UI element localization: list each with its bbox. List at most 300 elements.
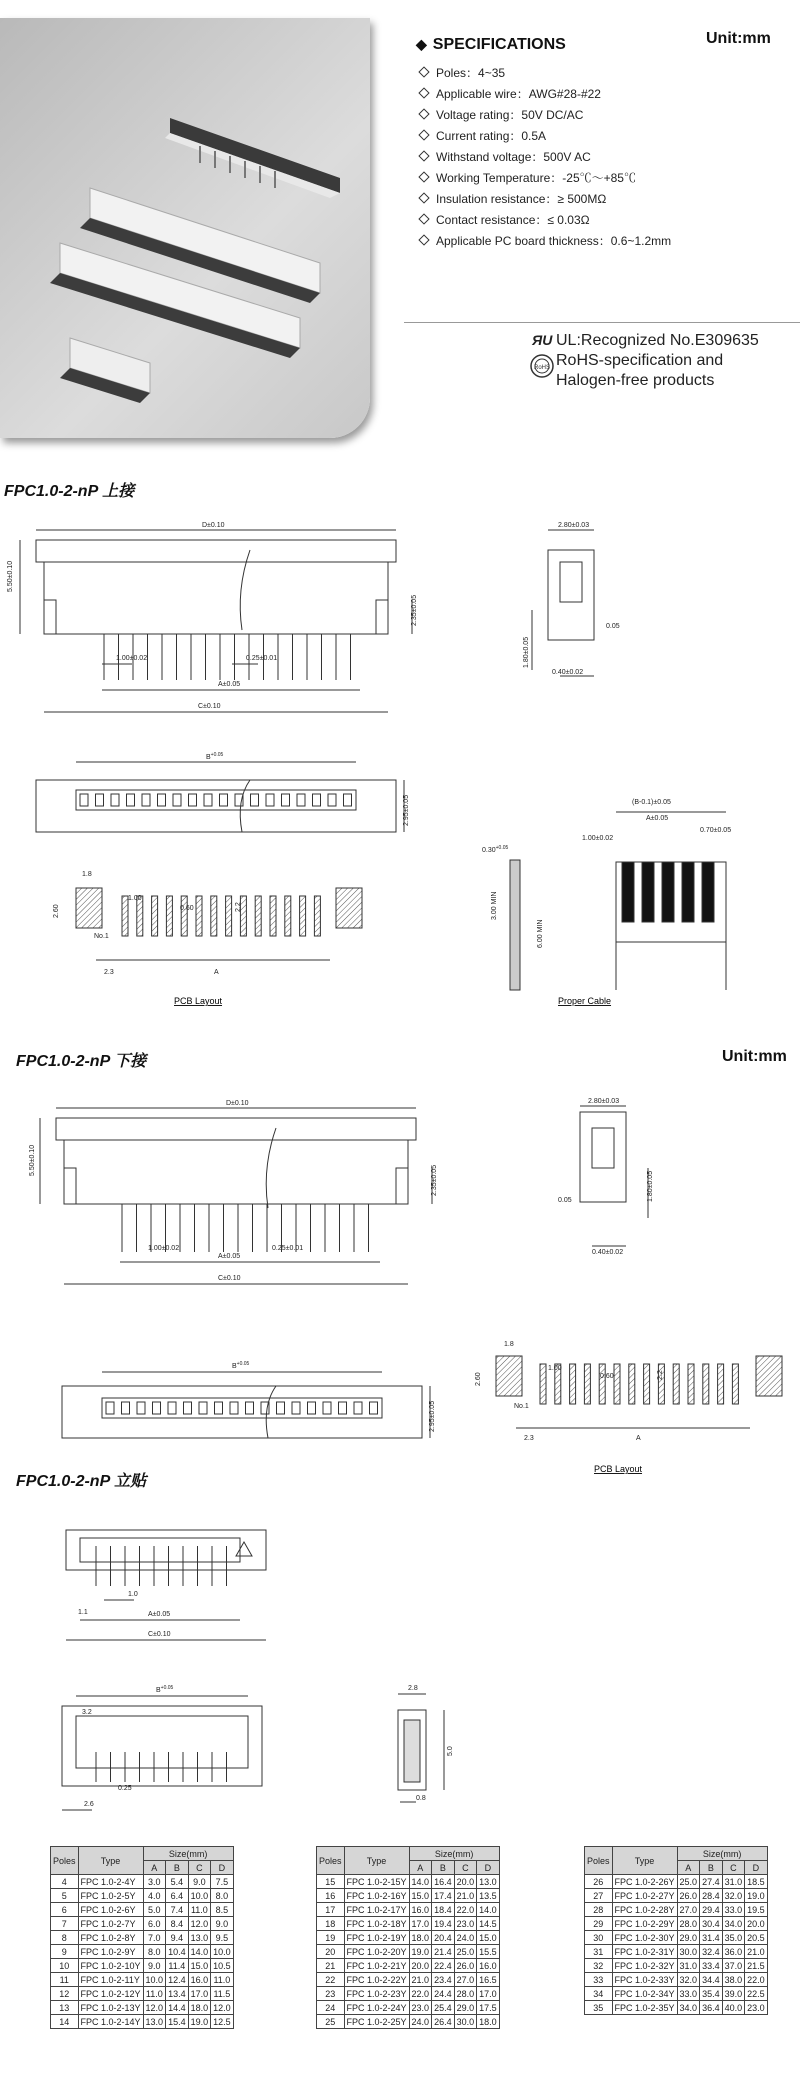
table-row — [317, 2015, 500, 2029]
table-cell: 15 — [317, 1875, 345, 1889]
connector-render — [0, 18, 370, 438]
pcb-pad — [540, 1364, 546, 1404]
table-cell: 28.4 — [700, 1889, 723, 1903]
unit-label: Unit:mm — [722, 1048, 787, 1065]
dim-label: 1.0 — [128, 1591, 138, 1598]
table-row — [51, 1973, 234, 1987]
dim-label: 6.00 MIN — [537, 919, 544, 948]
table-cell: 34.0 — [677, 2001, 700, 2015]
contact — [251, 794, 259, 806]
table-cell: 26 — [585, 1875, 613, 1889]
table-cell: FPC 1.0-2-9Y — [78, 1945, 143, 1959]
table-cell: 19.4 — [432, 1917, 455, 1931]
table-row — [585, 1917, 768, 1931]
table-cell: FPC 1.0-2-20Y — [344, 1945, 409, 1959]
table-cell: 21.0 — [745, 1945, 768, 1959]
table-row — [51, 1917, 234, 1931]
spec-item: Applicable PC board thickness：0.6~1.2mm — [420, 232, 671, 249]
table-row — [585, 2001, 768, 2015]
spec-item: Applicable wire：AWG#28-#22 — [420, 85, 601, 102]
size-table — [50, 1846, 234, 2029]
table-cell: 21.0 — [409, 1973, 432, 1987]
table-cell: FPC 1.0-2-30Y — [612, 1931, 677, 1945]
table-cell: 16 — [317, 1889, 345, 1903]
table-cell: FPC 1.0-2-24Y — [344, 2001, 409, 2015]
table-cell: FPC 1.0-2-18Y — [344, 1917, 409, 1931]
table-cell: 9.0 — [188, 1875, 211, 1889]
table-cell: 10 — [51, 1959, 79, 1973]
rohs-seal-icon — [530, 354, 554, 378]
dim-label: A±0.05 — [218, 1253, 241, 1260]
contact — [246, 1402, 254, 1414]
table-cell: 14 — [51, 2015, 79, 2029]
contact — [230, 1402, 238, 1414]
table-cell: 8.0 — [211, 1889, 234, 1903]
table-cell: 28.0 — [454, 1987, 477, 2001]
pcb-pad — [688, 1364, 694, 1404]
table-cell: FPC 1.0-2-29Y — [612, 1917, 677, 1931]
table-cell: 17.0 — [409, 1917, 432, 1931]
pcb-pad — [658, 1364, 664, 1404]
table-row — [51, 1945, 234, 1959]
table-cell: 11.0 — [211, 1973, 234, 1987]
table-cell: 10.0 — [211, 1945, 234, 1959]
table-cell: 30 — [585, 1931, 613, 1945]
table-row — [585, 1931, 768, 1945]
table-cell: 31 — [585, 1945, 613, 1959]
dim-label: 1.8 — [504, 1341, 514, 1348]
spec-item: Current rating：0.5A — [420, 127, 546, 144]
table-cell: 6.4 — [166, 1889, 189, 1903]
table-cell: 5.0 — [143, 1903, 166, 1917]
table-cell: 23.0 — [454, 1917, 477, 1931]
pcb-pad — [181, 896, 187, 936]
table-cell: 27.0 — [677, 1903, 700, 1917]
table-cell: 13.0 — [143, 2015, 166, 2029]
table-cell: 34.0 — [722, 1917, 745, 1931]
table-cell: 10.5 — [211, 1959, 234, 1973]
table-cell: 24.4 — [432, 1987, 455, 2001]
table-cell: 13.4 — [166, 1987, 189, 2001]
table-cell: 23.0 — [745, 2001, 768, 2015]
table-cell: 20.0 — [409, 1959, 432, 1973]
pcb-pad — [599, 1364, 605, 1404]
contact — [308, 1402, 316, 1414]
dim-label: 1.1 — [78, 1609, 88, 1616]
table-cell: FPC 1.0-2-5Y — [78, 1889, 143, 1903]
pcb-pad — [285, 896, 291, 936]
dim-label: (B-0.1)±0.05 — [632, 799, 671, 806]
table-cell: 12.4 — [166, 1973, 189, 1987]
table-cell: 34 — [585, 1987, 613, 2001]
table-cell: 7.5 — [211, 1875, 234, 1889]
col-header-b: B — [700, 1861, 723, 1875]
dim-label: 2.8 — [408, 1685, 418, 1692]
table-cell: 18.5 — [745, 1875, 768, 1889]
pcb-pad — [137, 896, 143, 936]
table-cell: 18.0 — [409, 1931, 432, 1945]
table-cell: FPC 1.0-2-8Y — [78, 1931, 143, 1945]
spec-item: Poles：4~35 — [420, 64, 505, 81]
dim-label: 2.6 — [84, 1801, 94, 1808]
table-cell: 13.0 — [188, 1931, 211, 1945]
table-cell: FPC 1.0-2-21Y — [344, 1959, 409, 1973]
pcb-pad — [584, 1364, 590, 1404]
table-row — [51, 2001, 234, 2015]
table-cell: 17.0 — [188, 1987, 211, 2001]
table-cell: 36.4 — [700, 2001, 723, 2015]
table-cell: FPC 1.0-2-11Y — [78, 1973, 143, 1987]
table-cell: 5.4 — [166, 1875, 189, 1889]
dim-label: 3.00 MIN — [491, 891, 498, 920]
table-cell: FPC 1.0-2-13Y — [78, 2001, 143, 2015]
table-cell: FPC 1.0-2-22Y — [344, 1973, 409, 1987]
contact — [354, 1402, 362, 1414]
table-cell: FPC 1.0-2-12Y — [78, 1987, 143, 2001]
col-header-d: D — [477, 1861, 500, 1875]
table-cell: 13.0 — [477, 1875, 500, 1889]
spec-item: Contact resistance：≤ 0.03Ω — [420, 211, 590, 228]
table-cell: FPC 1.0-2-7Y — [78, 1917, 143, 1931]
table-cell: 32.0 — [677, 1973, 700, 1987]
contact — [96, 794, 104, 806]
table-cell: 5 — [51, 1889, 79, 1903]
spec-item: Withstand voltage：500V AC — [420, 148, 591, 165]
table-cell: 12 — [51, 1987, 79, 2001]
table-cell: 22.5 — [745, 1987, 768, 2001]
dim-label: 0.40±0.02 — [552, 669, 584, 676]
pcb-pad — [570, 1364, 576, 1404]
table-row — [585, 1987, 768, 2001]
contact — [153, 1402, 161, 1414]
table-cell: 20.0 — [454, 1875, 477, 1889]
dim-label: 1.00 — [548, 1365, 562, 1372]
table-cell: 28 — [585, 1903, 613, 1917]
table-cell: 35 — [585, 2001, 613, 2015]
contact — [168, 1402, 176, 1414]
table-cell: 26.0 — [454, 1959, 477, 1973]
table-cell: FPC 1.0-2-6Y — [78, 1903, 143, 1917]
table-cell: 26.4 — [432, 2015, 455, 2029]
table-cell: FPC 1.0-2-4Y — [78, 1875, 143, 1889]
table-cell: 27.4 — [700, 1875, 723, 1889]
pcb-pad — [732, 1364, 738, 1404]
table-cell: 35.0 — [722, 1931, 745, 1945]
col-header-d: D — [211, 1861, 234, 1875]
table-row — [51, 1987, 234, 2001]
pcb-pad — [255, 896, 261, 936]
pcb-pad — [314, 896, 320, 936]
table-row — [317, 1945, 500, 1959]
dim-label: 2.3 — [524, 1435, 534, 1442]
table-cell: FPC 1.0-2-27Y — [612, 1889, 677, 1903]
dim-label: 0.40±0.02 — [592, 1249, 624, 1256]
dim-label: D±0.10 — [202, 522, 225, 529]
dim-label: A±0.05 — [646, 815, 669, 822]
contact — [189, 794, 197, 806]
table-cell: 6.0 — [143, 1917, 166, 1931]
contact — [127, 794, 135, 806]
table-cell: 20.4 — [432, 1931, 455, 1945]
spec-item: Working Temperature：-25℃～+85℃ — [420, 169, 636, 186]
table-cell: 14.4 — [166, 2001, 189, 2015]
dim-label: 0.25±0.01 — [272, 1245, 304, 1252]
col-header-size: Size(mm) — [409, 1847, 499, 1861]
table-cell: 17.4 — [432, 1889, 455, 1903]
table-row — [51, 1889, 234, 1903]
ul-icon: ЯU — [532, 332, 553, 348]
pcb-pad — [644, 1364, 650, 1404]
table-cell: 21.4 — [432, 1945, 455, 1959]
contact — [328, 794, 336, 806]
divider — [404, 322, 800, 323]
table-cell: 15.4 — [166, 2015, 189, 2029]
svg-text:RoHS: RoHS — [533, 365, 551, 371]
table-cell: FPC 1.0-2-23Y — [344, 1987, 409, 2001]
dim-label: 2.80±0.03 — [558, 522, 590, 529]
contact — [297, 794, 305, 806]
table-cell: 11.0 — [188, 1903, 211, 1917]
table-cell: 29.4 — [700, 1903, 723, 1917]
contact — [292, 1402, 300, 1414]
dim-label: 2.60 — [53, 904, 60, 918]
table-cell: 8.4 — [166, 1917, 189, 1931]
table-cell: 32.4 — [700, 1945, 723, 1959]
table-cell: FPC 1.0-2-17Y — [344, 1903, 409, 1917]
col-header-a: A — [143, 1861, 166, 1875]
table-row — [317, 1959, 500, 1973]
pcb-pad — [703, 1364, 709, 1404]
dim-label: 2.3 — [104, 969, 114, 976]
table-cell: 19 — [317, 1931, 345, 1945]
contact — [344, 794, 352, 806]
table-cell: FPC 1.0-2-14Y — [78, 2015, 143, 2029]
table-cell: 27 — [585, 1889, 613, 1903]
table-row — [585, 1973, 768, 1987]
table-cell: FPC 1.0-2-15Y — [344, 1875, 409, 1889]
pcb-pad — [122, 896, 128, 936]
table-row — [317, 1903, 500, 1917]
table-row — [317, 2001, 500, 2015]
dim-label: 1.00±0.02 — [148, 1245, 180, 1252]
table-cell: 15.0 — [477, 1931, 500, 1945]
col-header-type: Type — [344, 1847, 409, 1875]
table-cell: 16.0 — [409, 1903, 432, 1917]
table-cell: FPC 1.0-2-25Y — [344, 2015, 409, 2029]
contact — [220, 794, 228, 806]
table-cell: 10.4 — [166, 1945, 189, 1959]
table-cell: 12.0 — [143, 2001, 166, 2015]
table-cell: 15.0 — [188, 1959, 211, 1973]
table-cell: 4.0 — [143, 1889, 166, 1903]
dim-label: $B^{+0.05}$ — [206, 752, 224, 761]
spec-title: ◆ SPECIFICATIONS — [416, 36, 566, 53]
table-cell: 13.5 — [477, 1889, 500, 1903]
col-header-c: C — [454, 1861, 477, 1875]
dim-label: A±0.05 — [218, 681, 241, 688]
connector-small-bottom — [60, 338, 150, 403]
dim-label: 0.60 — [180, 905, 194, 912]
table-cell: 26.0 — [677, 1889, 700, 1903]
table-cell: 16.4 — [432, 1875, 455, 1889]
table-cell: 21.5 — [745, 1959, 768, 1973]
pcb-pad — [270, 896, 276, 936]
table-row — [317, 1917, 500, 1931]
spec-item: Insulation resistance：≥ 500MΩ — [420, 190, 606, 207]
table-cell: 29.0 — [454, 2001, 477, 2015]
dim-label: 0.70±0.05 — [700, 827, 732, 834]
table-cell: 37.0 — [722, 1959, 745, 1973]
dim-label: 2.95±0.05 — [403, 794, 410, 826]
pcb-pad — [211, 896, 217, 936]
dim-label: 1.80±0.05 — [523, 636, 530, 668]
contact — [215, 1402, 223, 1414]
table-cell: 12.0 — [211, 2001, 234, 2015]
spec-item: Voltage rating：50V DC/AC — [420, 106, 583, 123]
table-cell: 9 — [51, 1945, 79, 1959]
table-row — [585, 1875, 768, 1889]
table-cell: 39.0 — [722, 1987, 745, 2001]
table-row — [585, 1959, 768, 1973]
table-row — [317, 1889, 500, 1903]
dim-label: 2.2 — [235, 902, 242, 912]
table-row — [51, 1931, 234, 1945]
table-cell: 4 — [51, 1875, 79, 1889]
table-cell: 21.0 — [454, 1889, 477, 1903]
table-cell: 40.0 — [722, 2001, 745, 2015]
dim-label: 5.0 — [447, 1746, 454, 1756]
table-row — [317, 1875, 500, 1889]
contact — [122, 1402, 130, 1414]
table-cell: 17 — [317, 1903, 345, 1917]
pcb-pad — [614, 1364, 620, 1404]
table-cell: 30.0 — [677, 1945, 700, 1959]
halogen-free: Halogen-free products — [556, 372, 715, 389]
cable-finger — [642, 862, 654, 922]
pcb-pad — [673, 1364, 679, 1404]
dim-label: $B^{+0.05}$ — [232, 1361, 250, 1370]
table-cell: 22.0 — [454, 1903, 477, 1917]
table-cell: FPC 1.0-2-35Y — [612, 2001, 677, 2015]
dim-label: 2.95±0.05 — [429, 1400, 436, 1432]
product-photo — [0, 18, 370, 438]
table-cell: 7 — [51, 1917, 79, 1931]
table-cell: 31.0 — [722, 1875, 745, 1889]
contact — [106, 1402, 114, 1414]
pcb-pad — [166, 896, 172, 936]
table-cell: 30.0 — [454, 2015, 477, 2029]
col-header-type: Type — [612, 1847, 677, 1875]
table-cell: 24.0 — [409, 2015, 432, 2029]
table-cell: 11.0 — [143, 1987, 166, 2001]
dim-label: 2.35±0.05 — [411, 594, 418, 626]
dim-label: C±0.10 — [198, 703, 221, 710]
contact — [339, 1402, 347, 1414]
table-cell: 25 — [317, 2015, 345, 2029]
col-header-c: C — [722, 1861, 745, 1875]
dim-label: No.1 — [514, 1403, 529, 1410]
pcb-layout-caption: PCB Layout — [594, 1464, 643, 1474]
dim-label: 1.00±0.02 — [116, 655, 148, 662]
section-title-vertical-smt: FPC1.0-2-nP 立贴 — [16, 1473, 147, 1490]
contact — [199, 1402, 207, 1414]
col-header-d: D — [745, 1861, 768, 1875]
table-cell: 23.4 — [432, 1973, 455, 1987]
dim-label: 5.50±0.10 — [7, 560, 14, 592]
table-cell: 14.0 — [409, 1875, 432, 1889]
dim-label: $B^{+0.05}$ — [156, 1685, 174, 1694]
dim-label: C±0.10 — [148, 1631, 171, 1638]
table-cell: 19.5 — [745, 1903, 768, 1917]
drawing-vertical-smt — [0, 1490, 800, 1850]
table-cell: 15.5 — [477, 1945, 500, 1959]
table-cell: 12.0 — [188, 1917, 211, 1931]
table-cell: 13 — [51, 2001, 79, 2015]
section-title-top-contact: FPC1.0-2-nP 上接 — [4, 483, 135, 500]
pcb-pad — [240, 896, 246, 936]
table-row — [585, 1903, 768, 1917]
table-row — [51, 2015, 234, 2029]
dim-label: 2.80±0.03 — [588, 1098, 620, 1105]
table-cell: 9.4 — [166, 1931, 189, 1945]
table-cell: 11.4 — [166, 1959, 189, 1973]
col-header-size: Size(mm) — [677, 1847, 767, 1861]
table-cell: 18.4 — [432, 1903, 455, 1917]
table-cell: 8.0 — [143, 1945, 166, 1959]
dim-label: 2.60 — [475, 1372, 482, 1386]
col-header-c: C — [188, 1861, 211, 1875]
table-cell: 33.0 — [677, 1987, 700, 2001]
table-cell: 36.0 — [722, 1945, 745, 1959]
table-row — [585, 1945, 768, 1959]
col-header-poles: Poles — [585, 1847, 613, 1875]
dim-label: 0.05 — [558, 1197, 572, 1204]
table-cell: 11.5 — [211, 1987, 234, 2001]
table-cell: 32 — [585, 1959, 613, 1973]
col-header-poles: Poles — [317, 1847, 345, 1875]
unit-label: Unit:mm — [706, 30, 771, 47]
table-cell: 7.0 — [143, 1931, 166, 1945]
table-cell: 14.0 — [477, 1903, 500, 1917]
cable-finger — [702, 862, 714, 922]
table-cell: FPC 1.0-2-10Y — [78, 1959, 143, 1973]
table-cell: FPC 1.0-2-26Y — [612, 1875, 677, 1889]
dim-label: 3.2 — [82, 1709, 92, 1716]
table-cell: 27.0 — [454, 1973, 477, 1987]
contact — [137, 1402, 145, 1414]
contact — [313, 794, 321, 806]
contact — [173, 794, 181, 806]
ul-recognition: UL:Recognized No.E309635 — [556, 332, 759, 349]
dim-label: 0.25±0.01 — [246, 655, 278, 662]
col-header-a: A — [677, 1861, 700, 1875]
dim-label: 2.35±0.05 — [431, 1164, 438, 1196]
table-cell: 8 — [51, 1931, 79, 1945]
col-header-poles: Poles — [51, 1847, 79, 1875]
dim-label: 1.80±0.05 — [647, 1170, 654, 1202]
table-cell: 17.5 — [477, 2001, 500, 2015]
table-cell: 9.0 — [143, 1959, 166, 1973]
table-cell: 25.4 — [432, 2001, 455, 2015]
table-row — [585, 1889, 768, 1903]
dim-label: A±0.05 — [148, 1611, 171, 1618]
contact — [277, 1402, 285, 1414]
table-cell: 18 — [317, 1917, 345, 1931]
table-cell: 6 — [51, 1903, 79, 1917]
table-cell: 11 — [51, 1973, 79, 1987]
dim-label: A — [636, 1435, 641, 1442]
dim-label: No.1 — [94, 933, 109, 940]
